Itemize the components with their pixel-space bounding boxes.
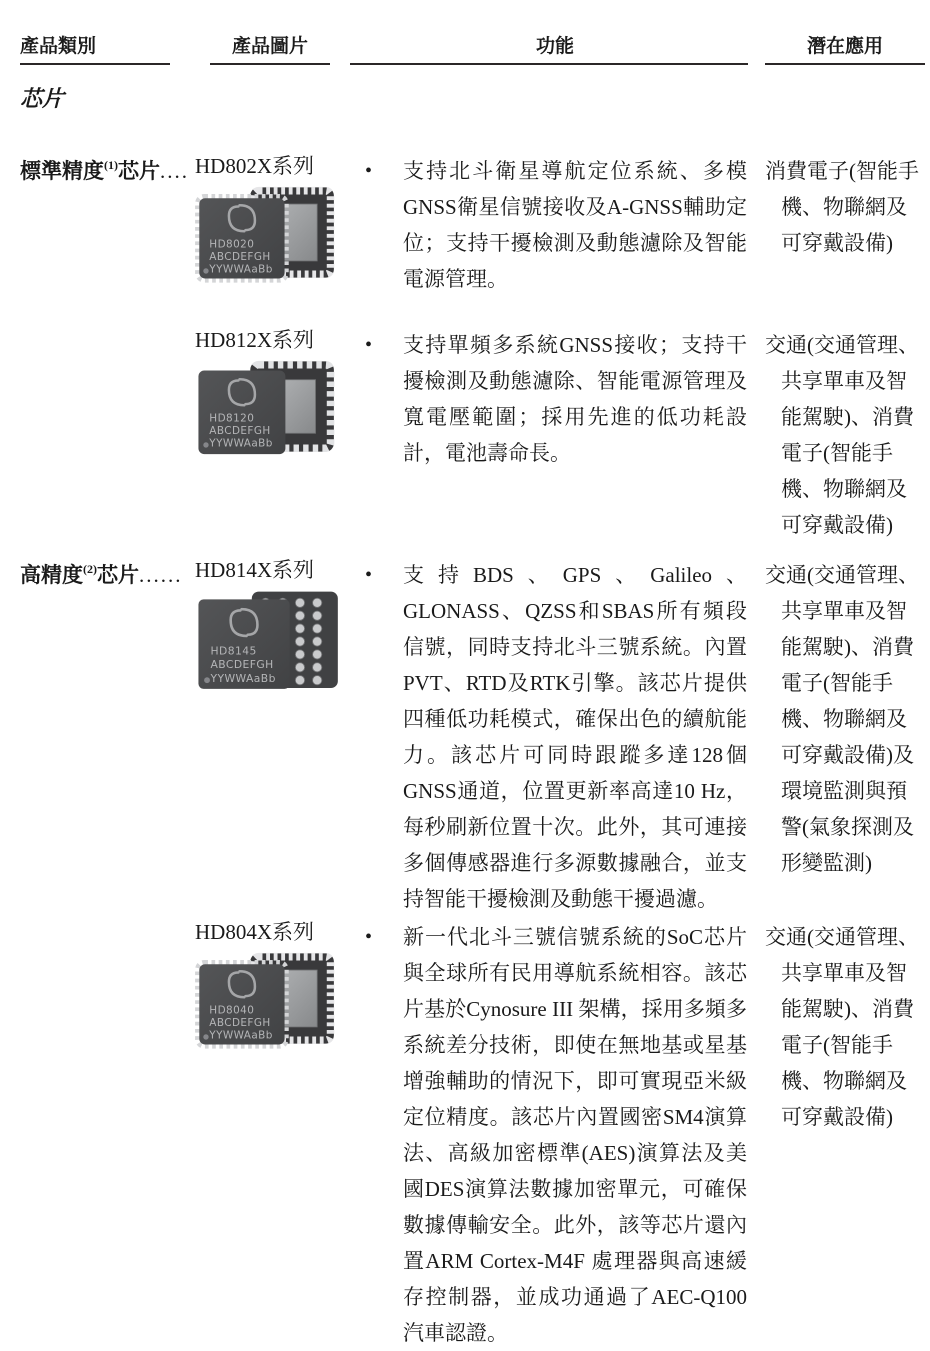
application-text: 消費電子(智能手機、物聯網及可穿戴設備) xyxy=(765,159,919,255)
chip-front-view xyxy=(198,599,289,688)
function-cell xyxy=(345,327,765,471)
chip-front-view xyxy=(198,197,287,281)
column-header-functions: 功能 xyxy=(345,36,765,65)
function-cell xyxy=(345,919,765,1351)
dot-leaders: ...... xyxy=(139,563,183,587)
chip-marking-line1: HD8020 xyxy=(209,238,255,251)
product-rows xyxy=(0,153,930,1351)
chip-front-view xyxy=(198,371,285,455)
image-cell xyxy=(195,557,345,700)
bullet-icon: • xyxy=(365,334,373,356)
bullet-icon: • xyxy=(365,926,373,948)
image-cell xyxy=(195,327,345,465)
chip-marking-line2: ABCDEFGH xyxy=(210,658,274,672)
function-text: 支持北斗衛星導航定位系統、多模GNSS衛星信號接收及A-GNSS輔助定位；支持干擾檢測及動態濾除及智能電源管理。 xyxy=(403,159,747,291)
chip-marking-line2: ABCDEFGH xyxy=(209,425,271,438)
series-name: HD812X系列 xyxy=(195,328,314,352)
category-cell xyxy=(20,557,195,588)
chip-photo-qfp xyxy=(195,184,345,291)
image-cell xyxy=(195,153,345,291)
series-name: HD802X系列 xyxy=(195,154,314,178)
chip-marking-line3: YYWWAaBb xyxy=(210,671,276,685)
application-text: 交通(交通管理、共享單車及智能駕駛)、消費電子(智能手機、物聯網及可穿戴設備) xyxy=(765,925,919,1129)
chip-front-view xyxy=(198,963,287,1047)
function-text: 支持單頻多系統GNSS接收；支持干擾檢測及動態濾除、智能電源管理及寬電壓範圍；採用先進的低功耗設計，電池壽命長。 xyxy=(403,333,747,465)
header-underline xyxy=(350,63,748,65)
pin1-dot xyxy=(204,677,210,683)
function-cell xyxy=(345,557,765,917)
table-header xyxy=(0,36,930,65)
pin1-dot xyxy=(203,268,208,273)
chip-marking-line3: YYWWAaBb xyxy=(209,437,273,450)
category-cell xyxy=(20,153,195,184)
category-label: 標準精度$^{(1)}$芯片 xyxy=(20,158,160,183)
column-header-product-image: 產品圖片 xyxy=(195,36,345,65)
column-header-potential-applications: 潛在應用 xyxy=(765,36,925,65)
product-row-hd802x xyxy=(0,153,930,297)
function-cell xyxy=(345,153,765,297)
series-name: HD804X系列 xyxy=(195,920,314,944)
chip-marking-line1: HD8145 xyxy=(210,644,257,658)
product-row-hd804x xyxy=(0,919,930,1351)
header-underline xyxy=(20,63,170,65)
application-text: 交通(交通管理、共享單車及智能駕駛)、消費電子(智能手機、物聯網及可穿戴設備) xyxy=(765,333,919,537)
chip-marking-line1: HD8120 xyxy=(209,412,255,425)
product-row-hd812x xyxy=(0,327,930,543)
category-label: 高精度$^{(2)}$芯片 xyxy=(20,562,139,587)
application-text: 交通(交通管理、共享單車及智能駕駛)、消費電子(智能手機、物聯網及可穿戴設備)及環境監測與預警(氣象探測及形變監測) xyxy=(765,563,919,875)
series-name: HD814X系列 xyxy=(195,558,314,582)
header-underline xyxy=(765,63,925,65)
pin1-dot xyxy=(203,1034,208,1039)
chip-marking-line2: ABCDEFGH xyxy=(209,1017,271,1030)
footnote-marker: (1) xyxy=(104,158,118,172)
image-cell xyxy=(195,919,345,1057)
bullet-icon: • xyxy=(365,160,373,182)
chip-photo-qfp xyxy=(195,950,345,1057)
footnote-marker: (2) xyxy=(83,562,97,576)
chip-marking-line2: ABCDEFGH xyxy=(209,251,271,264)
chip-marking-line3: YYWWAaBb xyxy=(209,263,273,276)
product-row-hd814x xyxy=(0,557,930,917)
bullet-icon: • xyxy=(365,564,373,586)
column-header-product-category: 產品類別 xyxy=(20,36,195,65)
function-text: 支持BDS、GPS、Galileo、GLONASS、QZSS和SBAS所有頻段信號，同時支持北斗三號系統。內置PVT、RTD及RTK引擎。該芯片提供四種低功耗模式，確保出色的續航能力。該芯片可同時跟蹤多達128個GNSS通道，位置更新率高達10 Hz，每秒刷新位置十次。此外，其可連接多個傳感器進行多源數據融合，並支持智能干擾檢測及動態干擾過濾。 xyxy=(403,563,747,911)
chip-photo-qfn xyxy=(195,358,345,465)
chip-marking-line3: YYWWAaBb xyxy=(209,1029,273,1042)
dot-leaders: .... xyxy=(160,159,189,183)
function-text: 新一代北斗三號信號系統的SoC芯片與全球所有民用導航系統相容。該芯片基於Cynosure III 架構，採用多頻多系統差分技術，即使在無地基或星基增強輔助的情況下，即可實現亞米級定位精度。該芯片內置國密SM4演算法、高級加密標準(AES)演算法及美國DES演算法數據加密單元，可確保數據傳輸安全。此外，該等芯片還內置ARM Cortex-M4F 處理器與高速緩存控制器，並成功通過了AEC-Q100汽車認證。 xyxy=(403,925,747,1345)
pin1-dot xyxy=(203,442,208,447)
chip-photo-bga xyxy=(195,588,345,700)
section-title-chips: 芯片 xyxy=(20,86,65,111)
header-underline xyxy=(210,63,330,65)
chip-marking-line1: HD8040 xyxy=(209,1004,255,1017)
